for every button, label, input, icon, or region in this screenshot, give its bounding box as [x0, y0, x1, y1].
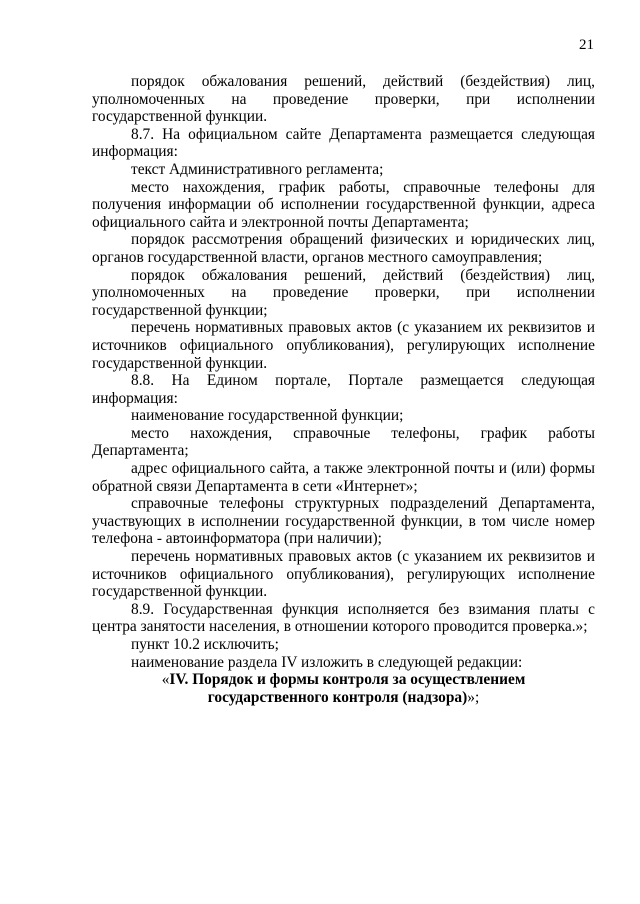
paragraph: 8.7. На официальном сайте Департамента размещается следующая информация:: [92, 125, 595, 161]
paragraph: место нахождения, справочные телефоны, график работы Департамента;: [92, 424, 595, 460]
page-number: 21: [579, 37, 594, 53]
paragraph: перечень нормативных правовых актов (с указанием их реквизитов и источников официального опубликования), регулирующих исполнение государственной функции.: [92, 548, 595, 601]
paragraph: наименование раздела IV изложить в следующей редакции:: [131, 653, 523, 671]
paragraph: адрес официального сайта, а также электронной почты и (или) формы обратной связи Департамента в сети «Интернет»;: [92, 460, 595, 495]
heading-open-quote: «: [161, 671, 170, 689]
heading-line-2: государственного контроля (надзора): [207, 688, 468, 706]
paragraph: наименование государственной функции;: [131, 407, 404, 425]
heading-close: »;: [467, 688, 480, 706]
paragraph: 8.8. На Едином портале, Портале размещается следующая информация:: [92, 372, 595, 407]
paragraph: порядок обжалования решений, действий (бездействия) лиц, уполномоченных на проведение проверки, при исполнении государственной функции;: [92, 266, 595, 319]
paragraph: порядок рассмотрения обращений физических и юридических лиц, органов государственной власти, органов местного самоуправления;: [92, 231, 595, 266]
document-body: [92, 73, 595, 706]
section-heading: [92, 671, 595, 706]
paragraph: место нахождения, график работы, справочные телефоны для получения информации об исполнении государственной функции, адреса официального сайта и электронной почты Департамента;: [92, 178, 595, 231]
paragraph: пункт 10.2 исключить;: [131, 636, 279, 653]
paragraph: текст Административного регламента;: [131, 160, 384, 178]
heading-line-1: IV. Порядок и формы контроля за осуществлением: [169, 671, 526, 689]
paragraph: перечень нормативных правовых актов (с указанием их реквизитов и источников официального опубликования), регулирующих исполнение государственной функции.: [92, 319, 595, 372]
paragraph: порядок обжалования решений, действий (бездействия) лиц, уполномоченных на проведение проверки, при исполнении государственной функции.: [92, 73, 595, 126]
paragraph: справочные телефоны структурных подразделений Департамента, участвующих в исполнении государственной функции, в том числе номер телефона - автоинформатора (при наличии);: [92, 495, 595, 548]
paragraph: 8.9. Государственная функция исполняется без взимания платы с центра занятости населения, в отношении которого проводится проверка.»;: [92, 600, 595, 636]
